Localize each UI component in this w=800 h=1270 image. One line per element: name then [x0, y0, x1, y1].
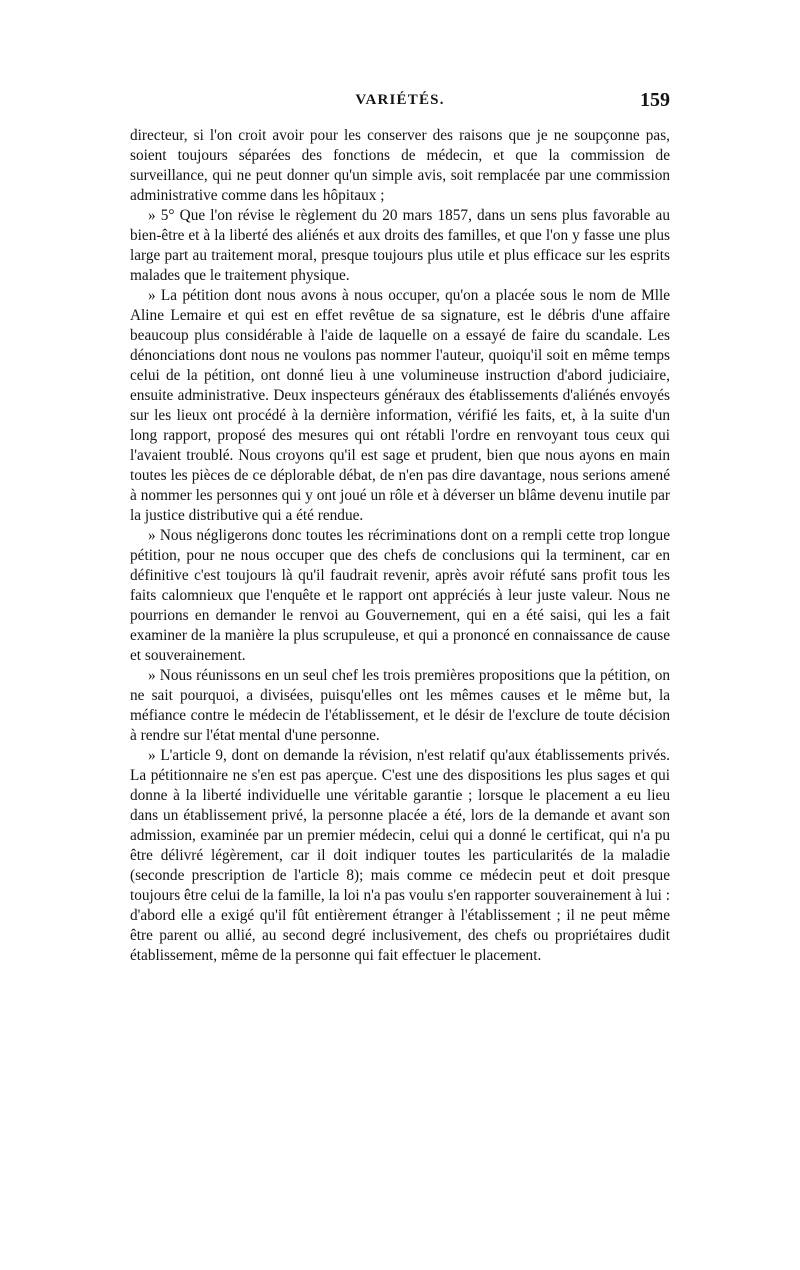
paragraph: » L'article 9, dont on demande la révision, n'est relatif qu'aux établissements privés. La pétitionnaire ne s'en est pas aperçue. C'est une des dispositions les plus sages et qui donne à la liberté individuelle une véritable garantie ; lorsque le placement a eu lieu dans un établissement privé, la personne placée a été, lors de la demande et avant son admission, examinée par un premier médecin, celui qui a donné le certificat, qui n'a pu être délivré légèrement, car il doit indiquer toutes les particularités de la maladie (seconde prescription de l'article 8); mais comme ce médecin peut et doit presque toujours être celui de la famille, la loi n'a pas voulu s'en rapporter souverainement à lui : d'abord elle a exigé qu'il fût entièrement étranger à l'établissement ; il ne peut même être parent ou allié, au second degré inclusivement, des chefs ou propriétaires dudit établissement, même de la personne qui fait effectuer le placement. [130, 747, 670, 964]
book-page [130, 89, 670, 966]
paragraph: » 5° Que l'on révise le règlement du 20 mars 1857, dans un sens plus favorable au bien-être et à la liberté des aliénés et aux droits des familles, et que l'on y fasse une plus large part au traitement moral, presque toujours plus utile et plus efficace sur les esprits malades que le traitement physique. [130, 207, 670, 284]
paragraph: » Nous négligerons donc toutes les récriminations dont on a rempli cette trop longue pétition, pour ne nous occuper que des chefs de conclusions qui la terminent, car en définitive c'est toujours là qu'il faudrait revenir, après avoir réfuté sans profit tous les faits calomnieux que l'enquête et le rapport ont appréciés à leur juste valeur. Nous ne pourrions en demander le renvoi au Gouvernement, qui en a été saisi, qui les a fait examiner de la manière la plus scrupuleuse, et qui a prononcé en connaissance de cause et souverainement. [130, 527, 670, 664]
running-title: VARIÉTÉS. [355, 92, 445, 108]
paragraph: » Nous réunissons en un seul chef les trois premières propositions que la pétition, on ne sait pourquoi, a divisées, puisqu'elles ont les mêmes causes et le même but, la méfiance contre le médecin de l'établissement, et le désir de l'exclure de toute décision à rendre sur l'état mental d'une personne. [130, 667, 670, 744]
body-text [130, 126, 670, 966]
paragraph: » La pétition dont nous avons à nous occuper, qu'on a placée sous le nom de Mlle Aline Lemaire et qui est en effet revêtue de sa signature, est le débris d'une affaire beaucoup plus considérable à l'aide de laquelle on a essayé de faire du scandale. Les dénonciations dont nous ne voulons pas nommer l'auteur, quoiqu'il soit en même temps celui de la pétition, ont donné lieu à une volumineuse instruction d'abord judiciaire, ensuite administrative. Deux inspecteurs généraux des établissements d'aliénés envoyés sur les lieux ont procédé à la dernière information, vérifié les faits, et, à la suite d'un long rapport, proposé des mesures qui ont rétabli l'ordre en renvoyant tous ceux qui l'avaient troublé. Nous croyons qu'il est sage et prudent, bien que nous ayons en main toutes les pièces de ce déplorable débat, de n'en pas dire davantage, nous serions amené à nommer les personnes qui y ont joué un rôle et à déverser un blâme devenu inutile par la justice distributive qui a été rendue. [130, 287, 670, 524]
paragraph: directeur, si l'on croit avoir pour les conserver des raisons que je ne soupçonne pas, soient toujours séparées des fonctions de médecin, et que la commission de surveillance, qui ne peut donner qu'un simple avis, soit remplacée par une commission administrative comme dans les hôpitaux ; [130, 127, 670, 204]
page-number: 159 [640, 89, 670, 111]
page-header [130, 89, 670, 122]
